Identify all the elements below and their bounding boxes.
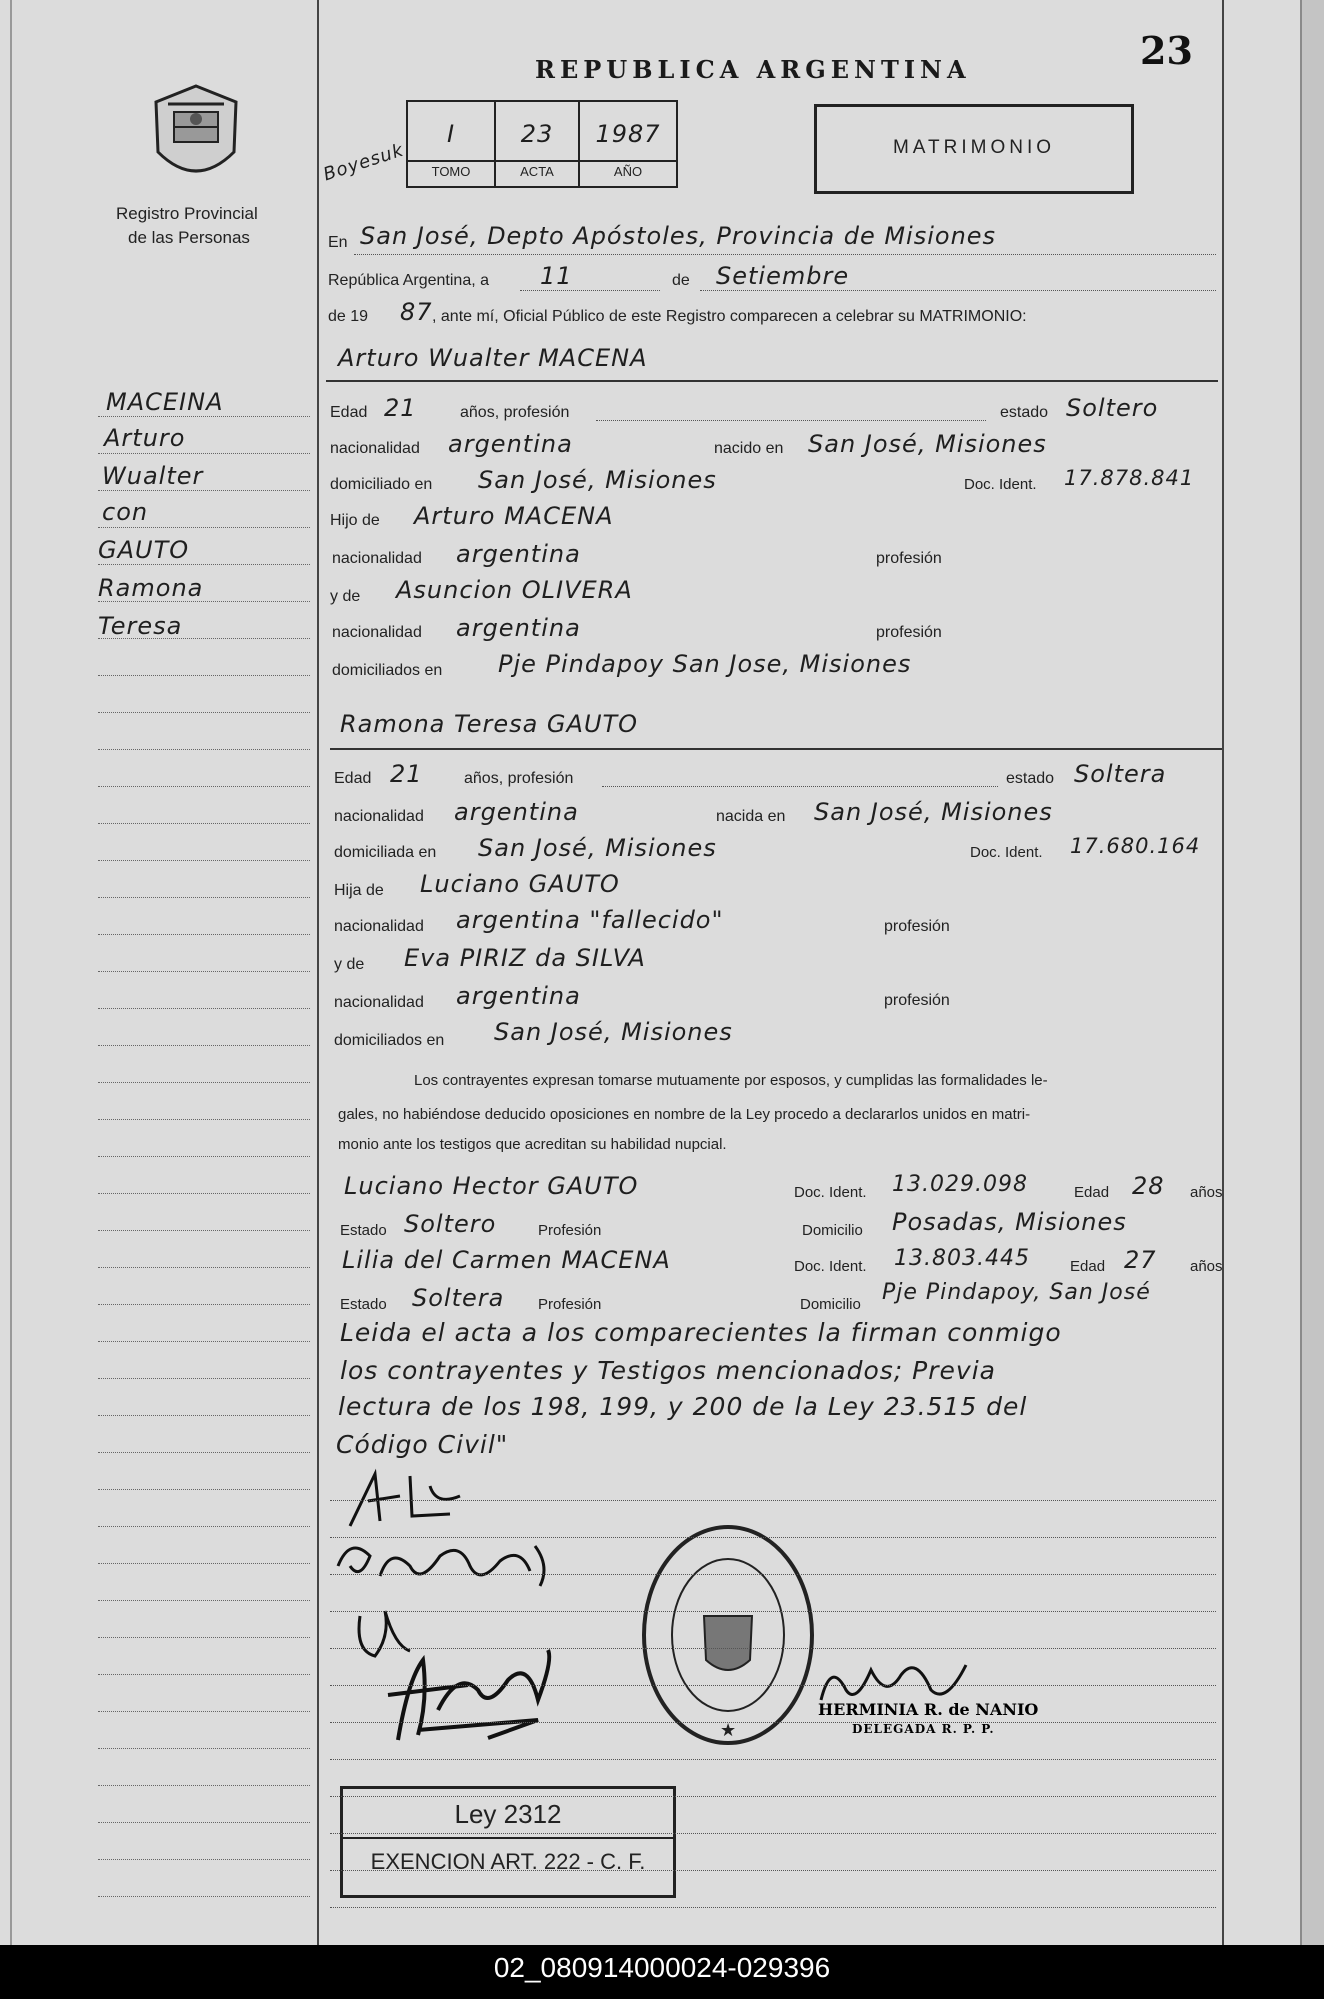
margin-ruled-line [98,1119,310,1120]
groom-yde-label: y de [330,588,361,605]
margin-ruled-line [98,675,310,676]
groom-parents-dom-label: domiciliados en [332,662,443,679]
body-ruled-line [330,1833,1216,1834]
bride-name: Ramona Teresa GAUTO [340,710,639,738]
margin-name-6: Ramona [98,574,204,602]
groom-father-prof-label: profesión [876,550,942,567]
margin-ruled-line [98,1304,310,1305]
margin-ruled-line [98,897,310,898]
witness-2-anos: años [1190,1258,1223,1275]
bride-nationality: argentina [454,798,579,826]
declaration-line-2: gales, no habiéndose deducido oposiciones en nombre de la Ley procedo a declararlos unidos en matri- [338,1106,1031,1123]
bride-birthplace: San José, Misiones [814,798,1053,826]
margin-ruled-line [98,1230,310,1231]
place-line [354,254,1216,255]
margin-ruled-line [98,416,310,417]
margin-ruled-line [98,749,310,750]
margin-ruled-line [98,1563,310,1564]
groom-nac-label: nacionalidad [330,440,420,457]
margin-name-1: MACEINA [106,388,224,416]
groom-birthplace: San José, Misiones [808,430,1047,458]
witness-1-dom-label: Domicilio [802,1222,863,1239]
body-ruled-line [330,1907,1216,1908]
groom-nacido-label: nacido en [714,440,784,457]
margin-ruled-line [98,1415,310,1416]
witness-2-estado: Soltera [412,1284,505,1312]
witness-2-domicile: Pje Pindapoy, San José [882,1280,1151,1305]
witness-1-edad-label: Edad [1074,1184,1110,1201]
declaration-line-3: monio ante los testigos que acreditan su habilidad nupcial. [338,1136,727,1153]
groom-edad-label: Edad [330,404,368,421]
year-statement: , ante mí, Oficial Público de este Registro comparecen a celebrar su MATRIMONIO: [432,308,1027,325]
margin-ruled-line [98,1489,310,1490]
margin-name-5: GAUTO [98,536,190,564]
body-ruled-line [330,1537,1216,1538]
margin-ruled-line [98,1748,310,1749]
witness-2-name: Lilia del Carmen MACENA [342,1246,671,1274]
bride-hija-label: Hija de [334,882,384,899]
witness-2-doc: 13.803.445 [894,1246,1030,1271]
doc-type-box [814,104,1134,194]
groom-father-nac-label: nacionalidad [332,550,422,567]
republic-label: República Argentina, a [328,272,489,289]
groom-mother-prof-label: profesión [876,624,942,641]
margin-ruled-line [98,564,310,565]
groom-domicile: San José, Misiones [478,466,717,494]
acta-label: ACTA [520,164,554,179]
margin-ruled-line [98,1600,310,1601]
witness-2-edad-label: Edad [1070,1258,1106,1275]
witness-2-prof-label: Profesión [538,1296,602,1313]
doc-type-label: MATRIMONIO [892,137,1056,158]
day-line [520,290,660,291]
bride-edad-label: Edad [334,770,372,787]
bride-estado: Soltera [1074,760,1167,788]
bride-anos-profesion: años, profesión [464,770,574,787]
margin-name-4: con [102,498,149,526]
acta-value: 23 [520,120,554,148]
bride-doc-label: Doc. Ident. [970,844,1043,861]
margin-ruled-line [98,1711,310,1712]
groom-parents-domicile: Pje Pindapoy San Jose, Misiones [498,650,912,678]
margin-ruled-line [98,1156,310,1157]
bride-doc: 17.680.164 [1070,834,1201,858]
groom-father-nat: argentina [456,540,581,568]
bride-father-nat: argentina "fallecido" [456,906,724,934]
margin-ruled-line [98,1082,310,1083]
bride-age: 21 [390,760,423,788]
bride-nac-label: nacionalidad [334,808,424,825]
margin-ruled-line [98,1637,310,1638]
groom-nationality: argentina [448,430,573,458]
margin-ruled-line [98,1045,310,1046]
bride-mother-nac-label: nacionalidad [334,994,424,1011]
witness-2-dom-label: Domicilio [800,1296,861,1313]
registry-title-line2: de las Personas [128,228,250,247]
witness-1-domicile: Posadas, Misiones [892,1208,1127,1236]
signature-4 [378,1640,618,1750]
registry-seal-icon [638,1520,818,1750]
bride-profession-line [602,786,998,787]
witness-1-doc-label: Doc. Ident. [794,1184,867,1201]
margin-name-3: Wualter [102,462,204,490]
margin-ruled-line [98,1341,310,1342]
book-edge [1300,0,1324,1945]
bride-father: Luciano GAUTO [420,870,620,898]
groom-hijo-label: Hijo de [330,512,380,529]
groom-doc: 17.878.841 [1064,466,1195,490]
right-page-edge [1222,0,1224,1945]
witness-1-estado-label: Estado [340,1222,387,1239]
bride-parents-dom-label: domiciliados en [334,1032,445,1049]
margin-ruled-line [98,934,310,935]
groom-name-rule [326,380,1218,382]
bride-estado-label: estado [1006,770,1055,787]
body-ruled-line [330,1685,1216,1686]
country-header: REPUBLICA ARGENTINA [535,55,971,84]
groom-name: Arturo Wualter MACENA [338,344,648,372]
margin-ruled-line [98,712,310,713]
groom-mother: Asuncion OLIVERA [396,576,633,604]
body-ruled-line [330,1648,1216,1649]
groom-age: 21 [384,394,417,422]
exemption-stamp [340,1786,676,1898]
year-suffix: 87 [400,298,433,326]
exemption-divider [343,1837,673,1839]
signature-2 [330,1526,570,1606]
registry-title-line1: Registro Provincial [116,204,258,223]
bride-mother-nat: argentina [456,982,581,1010]
groom-father: Arturo MACENA [414,502,614,530]
act-reference-box [406,100,678,188]
surname-note: Boyesuk [320,139,407,186]
closing-line-2: los contrayentes y Testigos mencionados; Previa [340,1356,996,1385]
margin-ruled-line [98,1526,310,1527]
official-name: HERMINIA R. de NANIO [818,1700,1039,1719]
groom-estado-label: estado [1000,404,1049,421]
groom-mother-nat: argentina [456,614,581,642]
groom-profession-line [596,420,986,421]
body-ruled-line [330,1611,1216,1612]
margin-ruled-line [98,1267,310,1268]
ano-value: 1987 [595,120,661,148]
declaration-line-1: Los contrayentes expresan tomarse mutuamente por esposos, y cumplidas las formalidades le- [414,1072,1048,1089]
margin-ruled-line [98,971,310,972]
witness-1-anos: años [1190,1184,1223,1201]
witness-2-estado-label: Estado [340,1296,387,1313]
bride-dom-label: domiciliada en [334,844,437,861]
place-value: San José, Depto Apóstoles, Provincia de Misiones [360,222,997,250]
body-ruled-line [330,1796,1216,1797]
page-number: 23 [1140,28,1193,73]
margin-ruled-line [98,453,310,454]
seal-star: ★ [720,1720,737,1740]
margin-name-7: Teresa [98,612,183,640]
file-caption: 02_080914000024-029396 [493,1952,831,1983]
margin-divider [317,0,319,1945]
margin-ruled-line [98,1674,310,1675]
closing-line-1: Leida el acta a los comparecientes la firman conmigo [340,1318,1062,1347]
margin-ruled-line [98,1008,310,1009]
margin-ruled-line [98,1785,310,1786]
margin-ruled-line [98,1822,310,1823]
witness-1-prof-label: Profesión [538,1222,602,1239]
witness-2-age: 27 [1124,1246,1157,1274]
year-prefix: de 19 [328,308,369,325]
margin-ruled-line [98,1452,310,1453]
margin-ruled-line [98,527,310,528]
witness-1-name: Luciano Hector GAUTO [344,1172,639,1200]
body-ruled-line [330,1722,1216,1723]
groom-anos-profesion: años, profesión [460,404,570,421]
groom-estado: Soltero [1066,394,1159,422]
de-label: de [672,272,690,289]
margin-name-2: Arturo [104,424,186,452]
bride-mother-prof-label: profesión [884,992,950,1009]
bride-domicile: San José, Misiones [478,834,717,862]
margin-ruled-line [98,1193,310,1194]
act-box-label-rule [408,160,676,162]
bride-nacida-label: nacida en [716,808,786,825]
official-title: DELEGADA R. P. P. [852,1722,995,1736]
margin-ruled-line [98,786,310,787]
bride-father-nac-label: nacionalidad [334,918,424,935]
exemption-line-1: Ley 2312 [454,1799,562,1829]
witness-1-age: 28 [1132,1172,1165,1200]
province-emblem-icon [148,82,244,192]
bride-name-rule [330,748,1222,750]
body-ruled-line [330,1574,1216,1575]
body-ruled-line [330,1500,1216,1501]
ano-label: AÑO [613,164,643,179]
bride-yde-label: y de [334,956,365,973]
groom-dom-label: domiciliado en [330,476,433,493]
margin-ruled-line [98,1896,310,1897]
exemption-line-2: EXENCION ART. 222 - C. F. [370,1849,646,1874]
groom-doc-label: Doc. Ident. [964,476,1037,493]
month-value: Setiembre [716,262,850,290]
witness-1-doc: 13.029.098 [892,1172,1028,1197]
body-ruled-line [330,1759,1216,1760]
bride-mother: Eva PIRIZ da SILVA [404,944,646,972]
witness-2-doc-label: Doc. Ident. [794,1258,867,1275]
closing-line-4: Código Civil" [336,1430,509,1459]
left-page-edge [10,0,12,1945]
margin-ruled-line [98,823,310,824]
bride-father-prof-label: profesión [884,918,950,935]
margin-ruled-line [98,490,310,491]
month-line [700,290,1216,291]
witness-1-estado: Soltero [404,1210,497,1238]
en-label: En [328,234,348,251]
day-value: 11 [540,262,573,290]
tomo-value: I [446,120,456,148]
bride-parents-domicile: San José, Misiones [494,1018,733,1046]
closing-line-3: lectura de los 198, 199, y 200 de la Ley 23.515 del [338,1392,1028,1421]
margin-ruled-line [98,860,310,861]
margin-ruled-line [98,1859,310,1860]
margin-ruled-line [98,1378,310,1379]
tomo-label: TOMO [431,164,471,179]
body-ruled-line [330,1870,1216,1871]
groom-mother-nac-label: nacionalidad [332,624,422,641]
